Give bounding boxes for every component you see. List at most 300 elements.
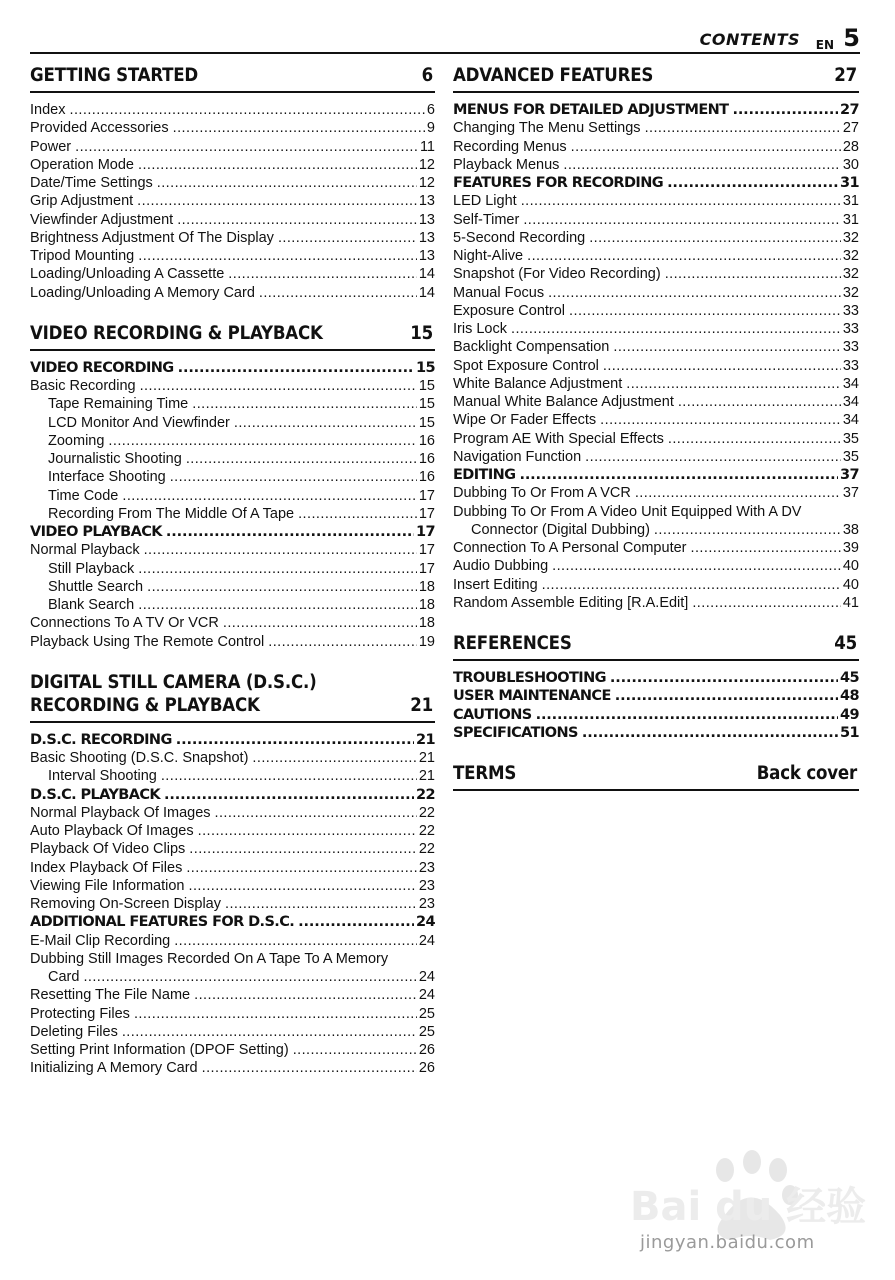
dot-leader — [665, 265, 841, 283]
toc-entry[interactable] — [453, 393, 859, 411]
dot-leader — [189, 840, 417, 858]
dot-leader — [252, 749, 416, 767]
toc-entry[interactable] — [30, 614, 435, 632]
toc-entry[interactable] — [30, 119, 435, 137]
entry-page: 34 — [842, 394, 859, 410]
entry-label: Connector (Digital Dubbing) — [471, 521, 650, 538]
entry-label: Blank Search — [48, 597, 135, 613]
dot-leader — [164, 786, 414, 804]
entry-page: 51 — [840, 724, 859, 741]
entry-page: 34 — [842, 412, 859, 429]
entry-page: 22 — [418, 823, 435, 839]
entry-page: 17 — [418, 560, 435, 577]
entry-label: Journalistic Shooting — [48, 451, 182, 467]
entry-label: Tape Remaining Time — [48, 396, 189, 413]
section-heading — [453, 626, 859, 661]
entry-page: 35 — [842, 448, 859, 465]
dot-leader — [170, 468, 417, 486]
entry-label: Connection To A Personal Computer — [453, 540, 687, 556]
entry-page: 23 — [418, 859, 435, 876]
toc-entry[interactable] — [453, 503, 859, 521]
toc-entry[interactable] — [453, 484, 859, 502]
header-language: EN — [815, 38, 834, 52]
entry-label: Zooming — [48, 432, 105, 449]
entry-page: 21 — [418, 768, 435, 785]
entry-page: 37 — [840, 467, 859, 483]
dot-leader — [511, 320, 841, 338]
toc-entry[interactable] — [30, 596, 435, 614]
section-heading — [453, 756, 859, 791]
dot-leader — [198, 822, 417, 840]
right-column — [453, 58, 859, 799]
toc-entry[interactable] — [30, 229, 435, 247]
dot-leader — [600, 411, 841, 429]
page-header — [30, 26, 860, 54]
dot-leader — [527, 247, 841, 265]
entry-page: 40 — [842, 576, 859, 593]
section-page: 27 — [834, 65, 857, 86]
dot-leader — [161, 767, 417, 785]
entry-label: White Balance Adjustment — [453, 375, 623, 392]
entry-page: 14 — [418, 266, 435, 283]
entry-page: 17 — [418, 542, 435, 559]
dot-leader — [569, 302, 841, 320]
toc-entry[interactable] — [30, 211, 435, 229]
entry-page: 41 — [842, 594, 859, 611]
dot-leader — [173, 119, 425, 137]
toc-entry[interactable] — [453, 338, 859, 356]
dot-leader — [536, 706, 838, 724]
toc-entry[interactable] — [30, 1059, 435, 1077]
toc-entry[interactable] — [30, 840, 435, 858]
toc-entry[interactable] — [30, 414, 435, 432]
section-heading — [30, 665, 435, 723]
entry-page: 18 — [418, 578, 435, 595]
dot-leader — [678, 393, 841, 411]
entry-page: 16 — [418, 451, 435, 467]
entry-page: 17 — [418, 505, 435, 522]
dot-leader — [563, 156, 840, 174]
section-page: 15 — [410, 322, 433, 344]
toc-subheading[interactable] — [453, 101, 859, 119]
entry-page: 24 — [416, 914, 435, 931]
toc-entry[interactable] — [30, 156, 435, 174]
dot-leader — [138, 156, 417, 174]
dot-leader — [122, 487, 416, 505]
entry-label: Resetting The File Name — [30, 987, 191, 1004]
section-page: Back cover — [756, 763, 857, 784]
entry-page: 22 — [418, 841, 435, 858]
toc-entry[interactable] — [453, 320, 859, 338]
toc-entry[interactable] — [30, 986, 435, 1004]
section-title: TERMS — [453, 763, 517, 784]
dot-leader — [202, 1059, 417, 1077]
entry-page: 27 — [840, 102, 859, 118]
entry-page: 14 — [418, 284, 435, 301]
dot-leader — [585, 448, 841, 466]
toc-entry[interactable] — [30, 265, 435, 283]
entry-label: Grip Adjustment — [30, 193, 134, 210]
entry-label: Audio Dubbing — [453, 558, 549, 575]
toc-entry[interactable] — [453, 557, 859, 575]
entry-label: E-Mail Clip Recording — [30, 932, 171, 949]
entry-page: 17 — [416, 524, 435, 540]
toc-entry[interactable] — [30, 505, 435, 523]
section-heading — [453, 58, 859, 93]
section-heading — [30, 58, 435, 93]
entry-page: 26 — [418, 1060, 435, 1077]
entry-page: 12 — [418, 156, 435, 173]
entry-label: CAUTIONS — [453, 706, 532, 723]
dot-leader — [138, 247, 417, 265]
entry-page: 38 — [842, 521, 859, 538]
toc-subheading[interactable] — [30, 359, 435, 377]
section-page: 21 — [410, 694, 433, 716]
entry-page: 6 — [426, 102, 435, 118]
toc-entry[interactable] — [30, 247, 435, 265]
toc-entry[interactable] — [30, 1041, 435, 1059]
dot-leader — [144, 541, 417, 559]
entry-page: 21 — [418, 750, 435, 766]
toc-entry[interactable] — [453, 302, 859, 320]
toc-entry[interactable] — [30, 541, 435, 559]
entry-label: Normal Playback Of Images — [30, 804, 211, 821]
entry-label: Basic Recording — [30, 378, 136, 394]
toc-entry[interactable] — [30, 174, 435, 192]
dot-leader — [223, 614, 417, 632]
toc-entry[interactable] — [30, 138, 435, 156]
dot-leader — [548, 284, 841, 302]
entry-label: Index Playback Of Files — [30, 859, 183, 876]
dot-leader — [667, 174, 838, 192]
dot-leader — [654, 521, 841, 539]
toc-entry[interactable] — [30, 192, 435, 210]
toc-subheading[interactable] — [30, 731, 435, 749]
toc-entry[interactable] — [453, 375, 859, 393]
dot-leader — [122, 1023, 417, 1041]
entry-label: Connections To A TV Or VCR — [30, 615, 219, 632]
toc-entry[interactable] — [30, 895, 435, 913]
entry-page: 22 — [416, 786, 435, 803]
entry-page: 40 — [842, 558, 859, 575]
toc-subheading[interactable] — [453, 174, 859, 192]
dot-leader — [615, 687, 838, 705]
entry-page: 37 — [842, 485, 859, 502]
dot-leader — [552, 557, 841, 575]
dot-leader — [194, 986, 417, 1004]
dot-leader — [166, 523, 414, 541]
entry-page: 24 — [418, 969, 435, 985]
entry-label: TROUBLESHOOTING — [453, 670, 606, 686]
entry-page: 13 — [418, 211, 435, 228]
entry-page: 15 — [418, 378, 435, 394]
toc-entry[interactable] — [453, 357, 859, 375]
toc-entry[interactable] — [453, 448, 859, 466]
entry-label: Loading/Unloading A Memory Card — [30, 284, 255, 301]
entry-label: Backlight Compensation — [453, 339, 610, 356]
dot-leader — [582, 724, 838, 742]
toc-subheading[interactable] — [30, 786, 435, 804]
dot-leader — [138, 560, 417, 578]
entry-page: 16 — [418, 432, 435, 449]
toc-entry[interactable] — [453, 576, 859, 594]
entry-label: Interval Shooting — [48, 768, 157, 785]
entry-label: Random Assemble Editing [R.A.Edit] — [453, 594, 689, 611]
dot-leader — [268, 633, 417, 651]
toc-entry[interactable] — [30, 560, 435, 578]
entry-page: 12 — [418, 175, 435, 191]
toc-entry[interactable] — [30, 822, 435, 840]
toc-entry[interactable] — [453, 284, 859, 302]
entry-page: 13 — [418, 193, 435, 210]
entry-label: Power — [30, 138, 72, 155]
toc-entry[interactable] — [30, 101, 435, 119]
dot-leader — [192, 395, 417, 413]
toc-entry[interactable] — [453, 265, 859, 283]
entry-label: Recording From The Middle Of A Tape — [48, 505, 295, 522]
entry-label: Viewing File Information — [30, 877, 185, 894]
entry-page: 24 — [418, 932, 435, 949]
dot-leader — [668, 430, 841, 448]
entry-label: Wipe Or Fader Effects — [453, 412, 597, 429]
toc-subheading[interactable] — [30, 913, 435, 931]
header-title: CONTENTS — [699, 30, 800, 49]
toc-entry[interactable] — [453, 539, 859, 557]
entry-label: Playback Of Video Clips — [30, 841, 186, 858]
toc-entry[interactable] — [30, 395, 435, 413]
entry-label: SPECIFICATIONS — [453, 724, 578, 741]
entry-page: 48 — [840, 688, 859, 705]
entry-label: Manual White Balance Adjustment — [453, 394, 674, 410]
header-page-number: 5 — [843, 24, 860, 52]
entry-label: USER MAINTENANCE — [453, 688, 611, 705]
toc-entry[interactable] — [30, 749, 435, 767]
dot-leader — [645, 119, 841, 137]
dot-leader — [176, 731, 414, 749]
toc-entry[interactable] — [453, 411, 859, 429]
dot-leader — [610, 669, 838, 687]
dot-leader — [692, 594, 841, 612]
entry-page: 19 — [418, 633, 435, 650]
dot-leader — [69, 101, 424, 119]
dot-leader — [75, 138, 418, 156]
toc-entry[interactable] — [30, 932, 435, 950]
dot-leader — [178, 359, 414, 377]
dot-leader — [138, 596, 417, 614]
entry-label: 5-Second Recording — [453, 229, 586, 246]
entry-label: Dubbing To Or From A Video Unit Equipped With A DV — [453, 503, 802, 520]
entry-label: Program AE With Special Effects — [453, 430, 664, 447]
entry-label: Protecting Files — [30, 1005, 130, 1022]
entry-page: 31 — [840, 175, 859, 191]
entry-page: 13 — [418, 229, 435, 246]
entry-label: Loading/Unloading A Cassette — [30, 266, 225, 283]
entry-label: D.S.C. PLAYBACK — [30, 786, 161, 803]
toc-entry[interactable] — [30, 633, 435, 651]
dot-leader — [186, 859, 417, 877]
dot-leader — [259, 284, 417, 302]
toc-subheading[interactable] — [30, 523, 435, 541]
toc-subheading[interactable] — [453, 466, 859, 484]
dot-leader — [519, 466, 838, 484]
entry-page: 33 — [842, 321, 859, 337]
toc-entry[interactable] — [453, 138, 859, 156]
entry-page: 11 — [419, 138, 435, 155]
entry-page: 24 — [418, 987, 435, 1004]
dot-leader — [174, 932, 417, 950]
dot-leader — [215, 804, 417, 822]
toc-entry[interactable] — [30, 450, 435, 468]
dot-leader — [571, 138, 841, 156]
dot-leader — [626, 375, 841, 393]
entry-page: 13 — [418, 248, 435, 264]
entry-label: Tripod Mounting — [30, 248, 135, 264]
section-page: 45 — [834, 633, 857, 654]
dot-leader — [140, 377, 417, 395]
entry-label: Time Code — [48, 487, 119, 504]
entry-page: 23 — [418, 877, 435, 894]
dot-leader — [732, 101, 838, 119]
entry-label: Dubbing To Or From A VCR — [453, 485, 631, 502]
entry-label: Interface Shooting — [48, 469, 166, 486]
entry-label: Snapshot (For Video Recording) — [453, 266, 661, 283]
dot-leader — [225, 895, 417, 913]
toc-entry[interactable] — [30, 877, 435, 895]
dot-leader — [542, 576, 841, 594]
entry-label: Dubbing Still Images Recorded On A Tape To A Memory — [30, 950, 389, 967]
toc-subheading[interactable] — [453, 687, 859, 705]
toc-entry[interactable] — [30, 804, 435, 822]
entry-page: 15 — [416, 359, 435, 376]
entry-label: Viewfinder Adjustment — [30, 211, 174, 228]
entry-label: Night-Alive — [453, 248, 524, 264]
toc-entry[interactable] — [30, 950, 435, 968]
entry-page: 32 — [842, 266, 859, 283]
entry-page: 25 — [418, 1023, 435, 1040]
toc-entry[interactable] — [453, 229, 859, 247]
dot-leader — [157, 174, 417, 192]
watermark-brand: Bai du 经验 — [630, 1184, 867, 1230]
dot-leader — [613, 338, 840, 356]
toc-entry[interactable] — [30, 968, 435, 986]
toc-entry[interactable] — [30, 284, 435, 302]
dot-leader — [298, 505, 417, 523]
toc-entry[interactable] — [453, 247, 859, 265]
toc-entry[interactable] — [453, 192, 859, 210]
dot-leader — [234, 414, 417, 432]
toc-entry[interactable] — [30, 377, 435, 395]
entry-label: VIDEO PLAYBACK — [30, 524, 162, 540]
toc-entry[interactable] — [453, 430, 859, 448]
section-title: REFERENCES — [453, 633, 572, 654]
entry-label: Setting Print Information (DPOF Setting) — [30, 1042, 289, 1058]
toc-subheading[interactable] — [453, 724, 859, 742]
entry-page: 30 — [842, 156, 859, 173]
entry-label: Still Playback — [48, 560, 135, 577]
section-title: VIDEO RECORDING & PLAYBACK — [30, 322, 323, 344]
entry-page: 32 — [842, 284, 859, 301]
toc-entry[interactable] — [30, 1005, 435, 1023]
section-page: 6 — [421, 65, 433, 86]
entry-label: Operation Mode — [30, 156, 134, 173]
entry-label: Initializing A Memory Card — [30, 1060, 198, 1077]
toc-entry[interactable] — [453, 211, 859, 229]
dot-leader — [523, 211, 841, 229]
entry-page: 34 — [842, 375, 859, 392]
toc-entry[interactable] — [453, 156, 859, 174]
entry-label: Normal Playback — [30, 542, 140, 559]
entry-page: 31 — [842, 193, 859, 210]
left-column — [30, 58, 435, 1078]
entry-label: FEATURES FOR RECORDING — [453, 175, 664, 191]
entry-label: Deleting Files — [30, 1023, 118, 1040]
entry-page: 9 — [426, 120, 435, 137]
entry-label: Brightness Adjustment Of The Display — [30, 229, 274, 246]
entry-label: Playback Using The Remote Control — [30, 633, 265, 650]
entry-label: Removing On-Screen Display — [30, 896, 221, 912]
entry-label: Iris Lock — [453, 321, 507, 337]
section-title: DIGITAL STILL CAMERA (D.S.C.) RECORDING & PLAYBACK — [30, 671, 317, 716]
toc-entry[interactable] — [30, 487, 435, 505]
toc-entry[interactable] — [30, 468, 435, 486]
entry-page: 33 — [842, 302, 859, 319]
entry-page: 49 — [840, 706, 859, 723]
toc-subheading[interactable] — [453, 669, 859, 687]
section-title: ADVANCED FEATURES — [453, 65, 654, 86]
dot-leader — [589, 229, 841, 247]
entry-page: 33 — [842, 357, 859, 374]
entry-label: Card — [48, 969, 80, 985]
entry-page: 35 — [842, 430, 859, 447]
entry-label: Basic Shooting (D.S.C. Snapshot) — [30, 750, 249, 766]
entry-page: 32 — [842, 248, 859, 264]
toc-entry[interactable] — [30, 578, 435, 596]
toc-entry[interactable] — [453, 594, 859, 612]
entry-page: 18 — [418, 597, 435, 613]
dot-leader — [186, 450, 417, 468]
dot-leader — [83, 968, 416, 986]
toc-entry[interactable] — [30, 767, 435, 785]
entry-page: 23 — [418, 896, 435, 912]
dot-leader — [603, 357, 841, 375]
toc-entry[interactable] — [30, 1023, 435, 1041]
toc-entry[interactable] — [453, 521, 859, 539]
entry-page: 27 — [842, 120, 859, 137]
entry-page: 15 — [418, 396, 435, 413]
toc-entry[interactable] — [30, 432, 435, 450]
entry-label: LCD Monitor And Viewfinder — [48, 414, 230, 431]
entry-page: 28 — [842, 138, 859, 155]
dot-leader — [298, 913, 414, 931]
entry-label: Manual Focus — [453, 284, 545, 301]
entry-label: Provided Accessories — [30, 120, 169, 137]
section-title: GETTING STARTED — [30, 65, 199, 86]
entry-label: EDITING — [453, 467, 516, 483]
toc-entry[interactable] — [453, 119, 859, 137]
dot-leader — [177, 211, 417, 229]
dot-leader — [293, 1041, 417, 1059]
dot-leader — [188, 877, 416, 895]
entry-page: 45 — [840, 670, 859, 686]
watermark-url: jingyan.baidu.com — [640, 1232, 815, 1253]
entry-page: 21 — [416, 731, 435, 748]
toc-subheading[interactable] — [453, 706, 859, 724]
dot-leader — [108, 432, 416, 450]
entry-page: 18 — [418, 615, 435, 632]
dot-leader — [691, 539, 841, 557]
toc-entry[interactable] — [30, 859, 435, 877]
entry-label: D.S.C. RECORDING — [30, 731, 172, 748]
